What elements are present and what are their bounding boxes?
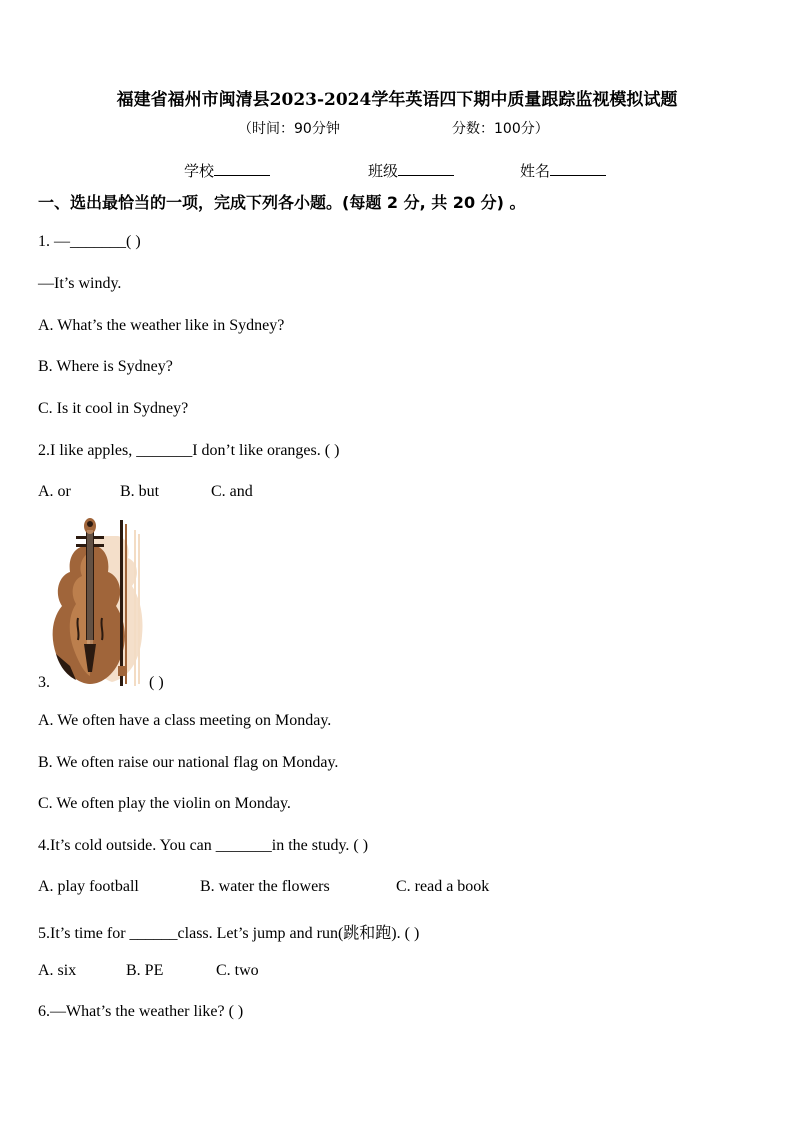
q2-stem: 2.I like apples, _______I don’t like oranges. ( )	[38, 442, 340, 459]
q4-stem: 4.It’s cold outside. You can _______in the study. ( )	[38, 837, 369, 854]
school-label: 学校	[184, 162, 215, 180]
q3-number: 3.	[38, 674, 50, 691]
class-field	[368, 160, 454, 181]
exam-score: 分数：100分）	[452, 121, 549, 137]
q4-option-b: B. water the flowers	[200, 878, 330, 895]
q4-option-c: C. read a book	[396, 878, 490, 895]
q4-options	[38, 878, 489, 896]
q3-option-b: B. We often raise our national flag on Monday.	[38, 754, 339, 771]
q3-option-c: C. We often play the violin on Monday.	[38, 795, 291, 812]
exam-time: （时间：90分钟	[238, 121, 340, 137]
name-field	[520, 160, 606, 181]
q6-stem: 6.—What’s the weather like? ( )	[38, 1003, 244, 1020]
q1-stem: 1. —_______( )	[38, 233, 141, 250]
q5-option-c: C. two	[216, 962, 259, 979]
q1-option-b: B. Where is Sydney?	[38, 358, 173, 375]
q2-option-a: A. or	[38, 483, 71, 500]
q5-option-a: A. six	[38, 962, 77, 979]
q2-option-c: C. and	[211, 483, 253, 500]
class-blank	[398, 160, 454, 176]
q1-option-a: A. What’s the weather like in Sydney?	[38, 317, 285, 334]
q5-options	[38, 962, 259, 980]
section-heading: 一、选出最恰当的一项，完成下列各小题。(每题 2 分, 共 20 分) 。	[38, 193, 526, 212]
q1-answer-line: —It’s windy.	[38, 275, 122, 292]
school-blank	[214, 160, 270, 176]
name-blank	[550, 160, 606, 176]
q2-options	[38, 483, 253, 501]
school-field	[184, 160, 270, 181]
q5-stem: 5.It’s time for ______class. Let’s jump and run(跳和跑). ( )	[38, 925, 420, 942]
class-label: 班级	[368, 162, 399, 180]
q1-option-c: C. Is it cool in Sydney?	[38, 400, 189, 417]
q3-paren: ( )	[149, 674, 164, 691]
name-label: 姓名	[520, 162, 551, 180]
exam-title: 福建省福州市闽清县2023-2024学年英语四下期中质量跟踪监视模拟试题	[116, 90, 678, 110]
q3-option-a: A. We often have a class meeting on Monday.	[38, 712, 332, 729]
q2-option-b: B. but	[120, 483, 160, 500]
violin-picture	[50, 516, 146, 690]
q4-option-a: A. play football	[38, 878, 139, 895]
q5-option-b: B. PE	[126, 962, 164, 979]
